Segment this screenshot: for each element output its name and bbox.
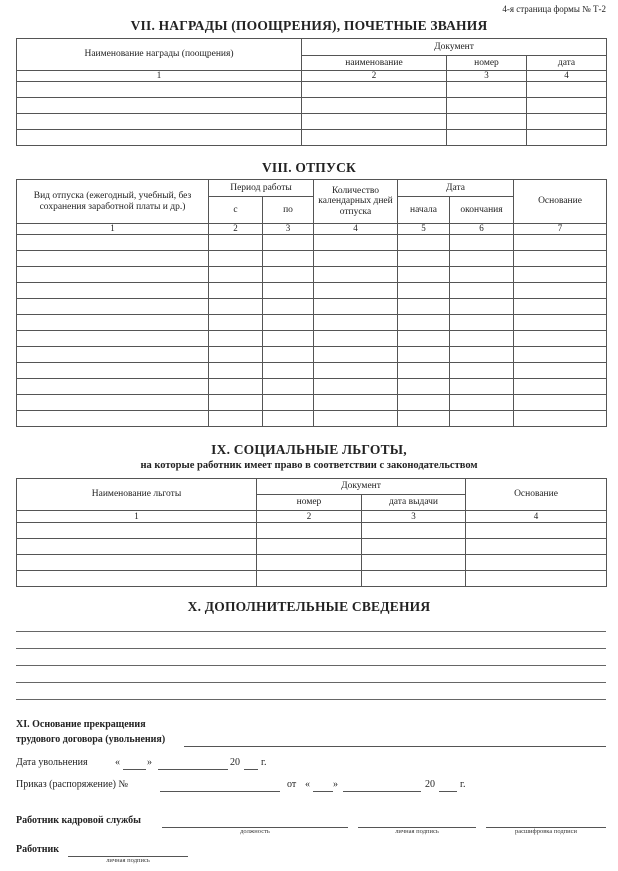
vacation-col-days: Количество календарных дней отпуска	[314, 180, 398, 224]
table-cell[interactable]	[447, 114, 527, 130]
table-cell[interactable]	[17, 82, 302, 98]
table-cell[interactable]	[527, 98, 607, 114]
caption-worker-signature: личная подпись	[106, 857, 150, 864]
table-cell[interactable]	[466, 539, 607, 555]
vacation-num: 6	[450, 224, 514, 235]
table-row	[17, 235, 607, 251]
table-cell[interactable]	[209, 283, 263, 299]
table-cell[interactable]	[17, 114, 302, 130]
table-cell[interactable]	[514, 299, 607, 315]
table-cell[interactable]	[398, 411, 450, 427]
table-row	[17, 571, 607, 587]
table-cell[interactable]	[450, 347, 514, 363]
table-cell[interactable]	[514, 283, 607, 299]
table-cell[interactable]	[398, 235, 450, 251]
table-cell[interactable]	[17, 411, 209, 427]
table-cell[interactable]	[209, 347, 263, 363]
table-cell[interactable]	[314, 363, 398, 379]
from-label: от	[287, 779, 297, 790]
table-cell[interactable]	[314, 347, 398, 363]
table-cell[interactable]	[263, 331, 314, 347]
table-cell[interactable]	[302, 82, 447, 98]
benefits-col-document: Документ	[257, 479, 466, 495]
awards-col-document: Документ	[302, 39, 607, 56]
table-cell[interactable]	[17, 363, 209, 379]
table-cell[interactable]	[450, 267, 514, 283]
caption-signature: личная подпись	[395, 828, 439, 835]
table-row	[17, 347, 607, 363]
table-row	[17, 299, 607, 315]
table-cell[interactable]	[514, 395, 607, 411]
table-cell[interactable]	[314, 315, 398, 331]
table-cell[interactable]	[17, 98, 302, 114]
table-cell[interactable]	[209, 299, 263, 315]
benefits-num: 3	[362, 511, 466, 523]
table-cell[interactable]	[17, 235, 209, 251]
additional-line[interactable]	[16, 631, 606, 632]
awards-num: 1	[17, 71, 302, 82]
vacation-col-end: окончания	[450, 197, 514, 224]
termination-title-2: трудового договора (увольнения)	[16, 734, 166, 745]
caption-position: должность	[240, 828, 270, 835]
table-row	[17, 315, 607, 331]
table-cell[interactable]	[514, 363, 607, 379]
table-cell[interactable]	[514, 267, 607, 283]
table-cell[interactable]	[263, 283, 314, 299]
table-cell[interactable]	[209, 395, 263, 411]
table-cell[interactable]	[17, 283, 209, 299]
table-cell[interactable]	[527, 130, 607, 146]
table-row	[17, 130, 607, 146]
additional-title: X. ДОПОЛНИТЕЛЬНЫЕ СВЕДЕНИЯ	[187, 599, 431, 614]
awards-num: 3	[447, 71, 527, 82]
table-cell[interactable]	[17, 130, 302, 146]
table-cell[interactable]	[450, 283, 514, 299]
vacation-col-date: Дата	[398, 180, 514, 197]
additional-line[interactable]	[16, 699, 606, 700]
table-cell[interactable]	[209, 363, 263, 379]
quote-open: «	[115, 757, 120, 768]
table-cell[interactable]	[450, 395, 514, 411]
awards-col-doc-number: номер	[447, 56, 527, 71]
table-row	[17, 539, 607, 555]
table-cell[interactable]	[209, 251, 263, 267]
table-cell[interactable]	[209, 411, 263, 427]
vacation-col-to: по	[263, 197, 314, 224]
table-cell[interactable]	[450, 411, 514, 427]
vacation-col-basis: Основание	[514, 180, 607, 224]
table-cell[interactable]	[314, 331, 398, 347]
table-cell[interactable]	[314, 379, 398, 395]
year-suffix: г.	[460, 779, 466, 790]
benefits-col-number: номер	[257, 495, 362, 511]
table-row	[17, 82, 607, 98]
table-cell[interactable]	[209, 315, 263, 331]
vacation-col-start: начала	[398, 197, 450, 224]
table-cell[interactable]	[450, 299, 514, 315]
vacation-num: 3	[263, 224, 314, 235]
quote-close: »	[147, 757, 152, 768]
table-cell[interactable]	[257, 571, 362, 587]
table-cell[interactable]	[17, 251, 209, 267]
table-cell[interactable]	[263, 299, 314, 315]
benefits-col-name: Наименование льготы	[17, 479, 257, 511]
table-cell[interactable]	[263, 235, 314, 251]
termination-title-1: XI. Основание прекращения	[16, 719, 146, 730]
table-cell[interactable]	[263, 315, 314, 331]
table-cell[interactable]	[447, 98, 527, 114]
table-cell[interactable]	[398, 395, 450, 411]
dismissal-date-label: Дата увольнения	[16, 757, 88, 768]
table-cell[interactable]	[466, 523, 607, 539]
table-cell[interactable]	[514, 235, 607, 251]
table-cell[interactable]	[398, 363, 450, 379]
table-cell[interactable]	[514, 379, 607, 395]
order-day-field[interactable]	[313, 791, 333, 792]
benefits-col-issue-date: дата выдачи	[362, 495, 466, 511]
table-row	[17, 523, 607, 539]
table-cell[interactable]	[398, 331, 450, 347]
table-cell[interactable]	[314, 411, 398, 427]
quote-close: »	[333, 779, 338, 790]
vacation-col-from: с	[209, 197, 263, 224]
table-cell[interactable]	[314, 267, 398, 283]
vacation-num: 4	[314, 224, 398, 235]
table-cell[interactable]	[450, 315, 514, 331]
vacation-num: 2	[209, 224, 263, 235]
table-cell[interactable]	[263, 251, 314, 267]
additional-line[interactable]	[16, 648, 606, 649]
table-cell[interactable]	[527, 82, 607, 98]
awards-col-doc-date: дата	[527, 56, 607, 71]
order-number-field[interactable]	[160, 791, 280, 792]
table-row	[17, 395, 607, 411]
table-cell[interactable]	[514, 251, 607, 267]
table-cell[interactable]	[362, 523, 466, 539]
worker-label: Работник	[16, 844, 60, 855]
year-suffix: г.	[261, 757, 267, 768]
table-cell[interactable]	[263, 379, 314, 395]
table-row	[17, 411, 607, 427]
table-cell[interactable]	[398, 251, 450, 267]
table-cell[interactable]	[450, 331, 514, 347]
table-cell[interactable]	[17, 299, 209, 315]
table-cell[interactable]	[314, 299, 398, 315]
table-cell[interactable]	[257, 555, 362, 571]
table-cell[interactable]	[263, 395, 314, 411]
table-cell[interactable]	[17, 571, 257, 587]
benefits-title: IX. СОЦИАЛЬНЫЕ ЛЬГОТЫ,	[211, 442, 407, 457]
table-row	[17, 251, 607, 267]
table-cell[interactable]	[209, 267, 263, 283]
vacation-num: 5	[398, 224, 450, 235]
hr-worker-label: Работник кадровой службы	[16, 815, 141, 826]
table-cell[interactable]	[514, 411, 607, 427]
table-cell[interactable]	[17, 395, 209, 411]
awards-num: 2	[302, 71, 447, 82]
table-cell[interactable]	[302, 114, 447, 130]
table-cell[interactable]	[209, 331, 263, 347]
dismissal-year-field[interactable]	[244, 769, 258, 770]
table-cell[interactable]	[398, 315, 450, 331]
benefits-num: 1	[17, 511, 257, 523]
table-cell[interactable]	[17, 347, 209, 363]
caption-decoding: расшифровка подписи	[514, 828, 578, 835]
table-cell[interactable]	[209, 235, 263, 251]
table-cell[interactable]	[263, 347, 314, 363]
table-cell[interactable]	[450, 235, 514, 251]
table-cell[interactable]	[514, 315, 607, 331]
table-cell[interactable]	[257, 523, 362, 539]
vacation-title: VIII. ОТПУСК	[261, 160, 357, 175]
awards-rows	[17, 82, 607, 146]
benefits-col-basis: Основание	[466, 479, 607, 511]
table-cell[interactable]	[398, 299, 450, 315]
benefits-subtitle: на которые работник имеет право в соответствии с законодательством	[140, 460, 478, 471]
table-cell[interactable]	[398, 267, 450, 283]
table-cell[interactable]	[447, 82, 527, 98]
table-cell[interactable]	[314, 283, 398, 299]
table-cell[interactable]	[263, 411, 314, 427]
table-cell[interactable]	[514, 331, 607, 347]
table-cell[interactable]	[302, 130, 447, 146]
table-row	[17, 379, 607, 395]
table-row	[17, 283, 607, 299]
benefits-rows	[17, 523, 607, 587]
table-cell[interactable]	[17, 331, 209, 347]
year-prefix: 20	[425, 779, 435, 790]
awards-col-name: Наименование награды (поощрения)	[17, 39, 302, 71]
table-cell[interactable]	[362, 555, 466, 571]
table-cell[interactable]	[398, 379, 450, 395]
table-row	[17, 555, 607, 571]
table-cell[interactable]	[314, 395, 398, 411]
awards-num: 4	[527, 71, 607, 82]
table-cell[interactable]	[450, 251, 514, 267]
additional-line[interactable]	[16, 665, 606, 666]
table-cell[interactable]	[209, 379, 263, 395]
vacation-rows	[17, 235, 607, 427]
table-cell[interactable]	[302, 98, 447, 114]
benefits-num: 2	[257, 511, 362, 523]
quote-open: «	[305, 779, 310, 790]
dismissal-day-field[interactable]	[123, 769, 146, 770]
table-cell[interactable]	[450, 363, 514, 379]
table-cell[interactable]	[466, 571, 607, 587]
vacation-col-type: Вид отпуска (ежегодный, учебный, без сохранения заработной платы и др.)	[17, 180, 209, 224]
table-row	[17, 98, 607, 114]
table-cell[interactable]	[17, 267, 209, 283]
table-row	[17, 267, 607, 283]
benefits-num: 4	[466, 511, 607, 523]
vacation-num: 7	[514, 224, 607, 235]
order-label: Приказ (распоряжение) №	[16, 779, 129, 790]
awards-title: VII. НАГРАДЫ (ПООЩРЕНИЯ), ПОЧЕТНЫЕ ЗВАНИЯ	[130, 18, 488, 33]
vacation-num: 1	[17, 224, 209, 235]
table-row	[17, 114, 607, 130]
additional-line[interactable]	[16, 682, 606, 683]
table-cell[interactable]	[17, 379, 209, 395]
benefits-table	[16, 478, 607, 587]
table-cell[interactable]	[362, 571, 466, 587]
year-prefix: 20	[230, 757, 240, 768]
table-cell[interactable]	[447, 130, 527, 146]
table-cell[interactable]	[17, 315, 209, 331]
vacation-col-period: Период работы	[209, 180, 314, 197]
order-month-field[interactable]	[343, 791, 421, 792]
termination-basis-line[interactable]	[184, 746, 606, 747]
awards-table	[16, 38, 607, 146]
dismissal-month-field[interactable]	[158, 769, 228, 770]
table-row	[17, 331, 607, 347]
vacation-table	[16, 179, 607, 427]
table-row	[17, 363, 607, 379]
table-cell[interactable]	[527, 114, 607, 130]
table-cell[interactable]	[466, 555, 607, 571]
table-cell[interactable]	[17, 539, 257, 555]
table-cell[interactable]	[17, 555, 257, 571]
table-cell[interactable]	[398, 283, 450, 299]
table-cell[interactable]	[257, 539, 362, 555]
form-page-note: 4-я страница формы № Т-2	[502, 4, 606, 14]
awards-col-doc-name: наименование	[302, 56, 447, 71]
table-cell[interactable]	[263, 363, 314, 379]
table-cell[interactable]	[450, 379, 514, 395]
table-cell[interactable]	[362, 539, 466, 555]
table-cell[interactable]	[263, 267, 314, 283]
table-cell[interactable]	[314, 251, 398, 267]
table-cell[interactable]	[398, 347, 450, 363]
table-cell[interactable]	[514, 347, 607, 363]
table-cell[interactable]	[17, 523, 257, 539]
order-year-field[interactable]	[439, 791, 457, 792]
table-cell[interactable]	[314, 235, 398, 251]
